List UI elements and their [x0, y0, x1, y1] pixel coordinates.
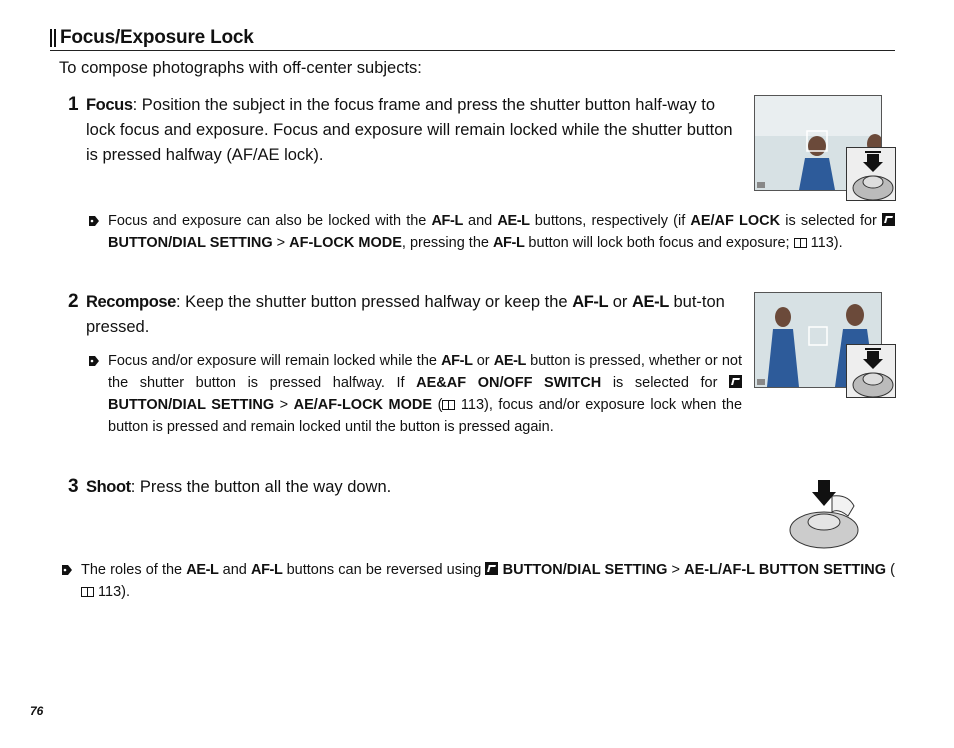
- step-text: : Keep the shutter button pressed halfway or keep the: [175, 293, 573, 311]
- menu-option: BUTTON/DIAL SETTING: [108, 235, 273, 251]
- step-text: : Press the button all the way down.: [130, 478, 392, 496]
- step-2: [86, 290, 743, 340]
- button-name: AF-L: [431, 213, 463, 229]
- menu-option: AE-L/AF-L BUTTON SETTING: [684, 562, 887, 578]
- note-text: buttons, respectively (if: [529, 213, 691, 229]
- note-3: [81, 559, 895, 603]
- note-text: button is pressed, whether or not the shutter button is pressed halfway. If: [108, 353, 742, 391]
- setup-menu-icon: [882, 213, 895, 226]
- page-reference-icon: [442, 400, 455, 410]
- page-title: Focus/Exposure Lock: [60, 27, 254, 48]
- button-name: AF-L: [492, 235, 525, 251]
- step-label: Recompose: [86, 293, 176, 311]
- menu-option: BUTTON/DIAL SETTING: [108, 397, 275, 413]
- page-number: 76: [30, 704, 44, 718]
- step-number: 2: [68, 291, 79, 312]
- heading-bar: [50, 29, 56, 47]
- note-text: and: [462, 213, 498, 229]
- step-number: 3: [68, 476, 79, 497]
- note-text: buttons can be reversed using: [282, 562, 486, 578]
- button-name: AF-L: [441, 353, 473, 369]
- setup-menu-icon: [729, 375, 742, 388]
- note-text: button will lock both focus and exposure;: [524, 235, 794, 251]
- note-text: is selected for: [780, 213, 883, 229]
- button-name: AE-L: [497, 213, 530, 229]
- note-icon: [88, 355, 100, 367]
- note-text: (: [886, 562, 896, 578]
- shutter-button-icon: [847, 345, 895, 397]
- step-1: [86, 93, 743, 168]
- note-text: (: [432, 397, 443, 413]
- step-text: but-ton pressed.: [86, 293, 725, 336]
- note-text: or: [472, 353, 494, 369]
- note-text: 113), focus and/or exposure lock when the button is pressed and remain locked until the button is pressed again.: [108, 397, 743, 435]
- intro-text: To compose photographs with off-center subjects:: [59, 59, 422, 77]
- note-1: [108, 210, 895, 254]
- menu-option: BUTTON/DIAL SETTING: [502, 562, 668, 578]
- note-text: , pressing the: [401, 235, 493, 251]
- note-text: Focus and exposure can also be locked with the: [108, 213, 432, 229]
- shutter-half-press-inset-2: [846, 344, 896, 398]
- note-text: is selected for: [601, 375, 729, 391]
- note-text: and: [218, 562, 251, 578]
- step-text: or: [608, 293, 632, 311]
- note-text: Focus and/or exposure will remain locked while the: [108, 353, 442, 369]
- shutter-button-icon: [847, 148, 895, 200]
- button-name: AE-L: [186, 562, 219, 578]
- page-reference-icon: [81, 587, 94, 597]
- note-text: >: [667, 562, 685, 578]
- note-text: >: [274, 397, 294, 413]
- step-text: : Position the subject in the focus frame and press the shutter button half-way to lock focus and exposure. Focus and exposure will remain locked while the shutter button is pressed halfway (AF/AE lock).: [86, 96, 733, 164]
- note-text: The roles of the: [81, 562, 187, 578]
- page-reference: 113).: [806, 235, 843, 251]
- note-text: 113).: [94, 584, 131, 600]
- menu-option: AE/AF LOCK: [690, 213, 781, 229]
- page-reference-icon: [794, 238, 807, 248]
- button-name: AE-L: [632, 293, 669, 311]
- step-3: [86, 475, 743, 500]
- note-2: [108, 350, 742, 438]
- button-name: AF-L: [251, 562, 283, 578]
- note-icon: [88, 215, 100, 227]
- button-name: AE-L: [493, 353, 526, 369]
- step-label: Focus: [86, 96, 133, 114]
- button-name: AF-L: [572, 293, 609, 311]
- step-label: Shoot: [86, 478, 131, 496]
- menu-option: AE&AF ON/OFF SWITCH: [416, 375, 602, 391]
- shutter-button-icon: [788, 476, 860, 550]
- section-heading: [50, 28, 895, 51]
- setup-menu-icon: [485, 562, 498, 575]
- shutter-full-press-illustration: [788, 476, 860, 550]
- step-number: 1: [68, 94, 79, 115]
- menu-option: AE/AF-LOCK MODE: [293, 397, 433, 413]
- note-text: >: [272, 235, 290, 251]
- shutter-half-press-inset-1: [846, 147, 896, 201]
- note-icon: [61, 564, 73, 576]
- menu-option: AF-LOCK MODE: [289, 235, 402, 251]
